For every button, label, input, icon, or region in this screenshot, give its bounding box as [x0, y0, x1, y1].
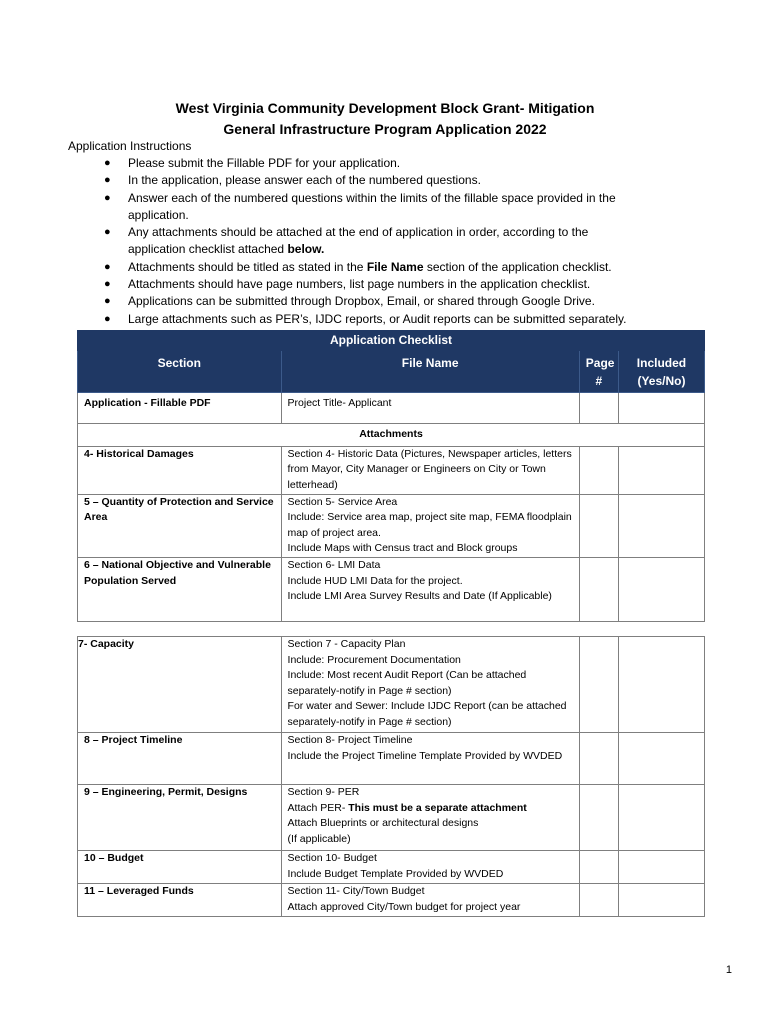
table-row	[78, 851, 705, 884]
table-row	[78, 733, 705, 785]
application-checklist-table	[77, 330, 705, 622]
instruction-bold-text: below.	[287, 242, 325, 257]
included-field[interactable]	[618, 851, 704, 884]
bullet-icon: ●	[104, 278, 111, 291]
bullet-icon: ●	[104, 226, 111, 239]
table-row	[78, 446, 705, 494]
bullet-icon: ●	[104, 174, 111, 187]
row-file-name: Section 8- Project Timeline Include the Project Timeline Template Provided by WVDED	[281, 733, 579, 785]
row-file-name: Section 10- Budget Include Budget Template Provided by WVDED	[281, 851, 579, 884]
row-section: 10 – Budget	[78, 851, 282, 884]
instruction-text: In the application, please answer each of the numbered questions.	[128, 173, 481, 188]
column-header-page: Page #	[579, 351, 618, 393]
table-row	[78, 557, 705, 621]
page-number-field[interactable]	[579, 637, 618, 733]
page-number: 1	[725, 964, 732, 976]
row-file-name: Section 4- Historic Data (Pictures, Newspaper articles, letters from Mayor, City Manager or Engineers on City or Town letterhead)	[281, 446, 579, 494]
attachments-label: Attachments	[78, 424, 705, 447]
instruction-item	[0, 190, 770, 225]
row-file-name: Section 7 - Capacity Plan Include: Procurement Documentation Include: Most recent Audit Report (Can be attached separately-notify in Page # section) For water and Sewer: Include IJDC Report (can be attached separately-notify in Page # section)	[281, 637, 579, 733]
included-field[interactable]	[618, 393, 704, 424]
instruction-text: section of the application checklist.	[423, 259, 612, 274]
document-title: West Virginia Community Development Block Grant- Mitigation	[175, 100, 595, 116]
row-file-name	[281, 785, 579, 851]
instruction-text: Attachments should have page numbers, list page numbers in the application checklist.	[128, 277, 591, 292]
instruction-text: Attachments should be titled as stated in the	[128, 259, 367, 274]
checklist-title: Application Checklist	[78, 331, 705, 351]
page-number-field[interactable]	[579, 446, 618, 494]
bullet-icon: ●	[104, 157, 111, 169]
instructions-heading: Application Instructions	[68, 139, 192, 153]
instruction-item	[0, 155, 770, 172]
instruction-item	[0, 311, 770, 328]
instruction-item	[0, 259, 770, 276]
page-number-field[interactable]	[579, 733, 618, 785]
table-row	[78, 884, 705, 917]
included-field[interactable]	[618, 494, 704, 557]
table-row	[78, 393, 705, 424]
instruction-item	[0, 172, 770, 189]
row-section: 9 – Engineering, Permit, Designs	[78, 785, 282, 851]
document-subtitle: General Infrastructure Program Application 2022	[223, 121, 547, 137]
page-number-field[interactable]	[579, 851, 618, 884]
instruction-text: Large attachments such as PER’s, IJDC reports, or Audit reports can be submitted separately.	[128, 311, 627, 326]
row-section: 8 – Project Timeline	[78, 733, 282, 785]
page-number-field[interactable]	[579, 884, 618, 917]
instruction-text: Please submit the Fillable PDF for your application.	[128, 156, 401, 170]
row-section: 6 – National Objective and Vulnerable Population Served	[78, 557, 282, 621]
included-field[interactable]	[618, 557, 704, 621]
included-field[interactable]	[618, 733, 704, 785]
row-section: 7- Capacity	[78, 637, 282, 733]
included-field[interactable]	[618, 884, 704, 917]
instruction-item	[0, 224, 770, 259]
table-row	[78, 785, 705, 851]
file-name-text: Section 9- PER Attach PER-	[287, 786, 360, 814]
row-section: 5 – Quantity of Protection and Service Area	[78, 494, 282, 557]
instructions-list	[0, 155, 770, 328]
file-name-text: Attach Blueprints or architectural designs (If applicable)	[287, 817, 479, 845]
page-number-field[interactable]	[579, 494, 618, 557]
bullet-icon: ●	[104, 191, 111, 204]
row-file-name: Section 11- City/Town Budget Attach approved City/Town budget for project year	[281, 884, 579, 917]
file-name-bold-text: This must be a separate attachment	[348, 801, 527, 814]
row-file-name: Project Title- Applicant	[281, 393, 579, 424]
row-section: 11 – Leveraged Funds	[78, 884, 282, 917]
row-section: Application - Fillable PDF	[78, 393, 282, 424]
included-field[interactable]	[618, 785, 704, 851]
instruction-item	[0, 293, 770, 310]
page-number-field[interactable]	[579, 785, 618, 851]
table-row	[78, 494, 705, 557]
bullet-icon: ●	[104, 295, 111, 308]
table-row	[78, 637, 705, 733]
checklist-header-row	[78, 351, 705, 393]
column-header-file-name: File Name	[281, 351, 579, 393]
column-header-included: Included (Yes/No)	[618, 351, 704, 393]
included-field[interactable]	[618, 637, 704, 733]
row-section: 4- Historical Damages	[78, 446, 282, 494]
instruction-text: Answer each of the numbered questions within the limits of the fillable space provided in the application.	[128, 190, 616, 222]
row-file-name: Section 5- Service Area Include: Service area map, project site map, FEMA floodplain map of project area. Include Maps with Census tract and Block groups	[281, 494, 579, 557]
page-number-field[interactable]	[579, 557, 618, 621]
instruction-text: Applications can be submitted through Dropbox, Email, or shared through Google Drive.	[128, 294, 595, 309]
bullet-icon: ●	[104, 312, 111, 325]
checklist-continued-table	[77, 636, 705, 917]
checklist-title-row	[78, 331, 705, 351]
row-file-name: Section 6- LMI Data Include HUD LMI Data for the project. Include LMI Area Survey Results and Date (If Applicable)	[281, 557, 579, 621]
included-field[interactable]	[618, 446, 704, 494]
instruction-item	[0, 276, 770, 293]
instruction-bold-text: File Name	[366, 259, 424, 274]
page-number-field[interactable]	[579, 393, 618, 424]
column-header-section: Section	[78, 351, 282, 393]
bullet-icon: ●	[104, 260, 111, 273]
instruction-text: Any attachments should be attached at the end of application in order, according to the application checklist attached	[128, 225, 589, 257]
attachments-row	[78, 424, 705, 447]
